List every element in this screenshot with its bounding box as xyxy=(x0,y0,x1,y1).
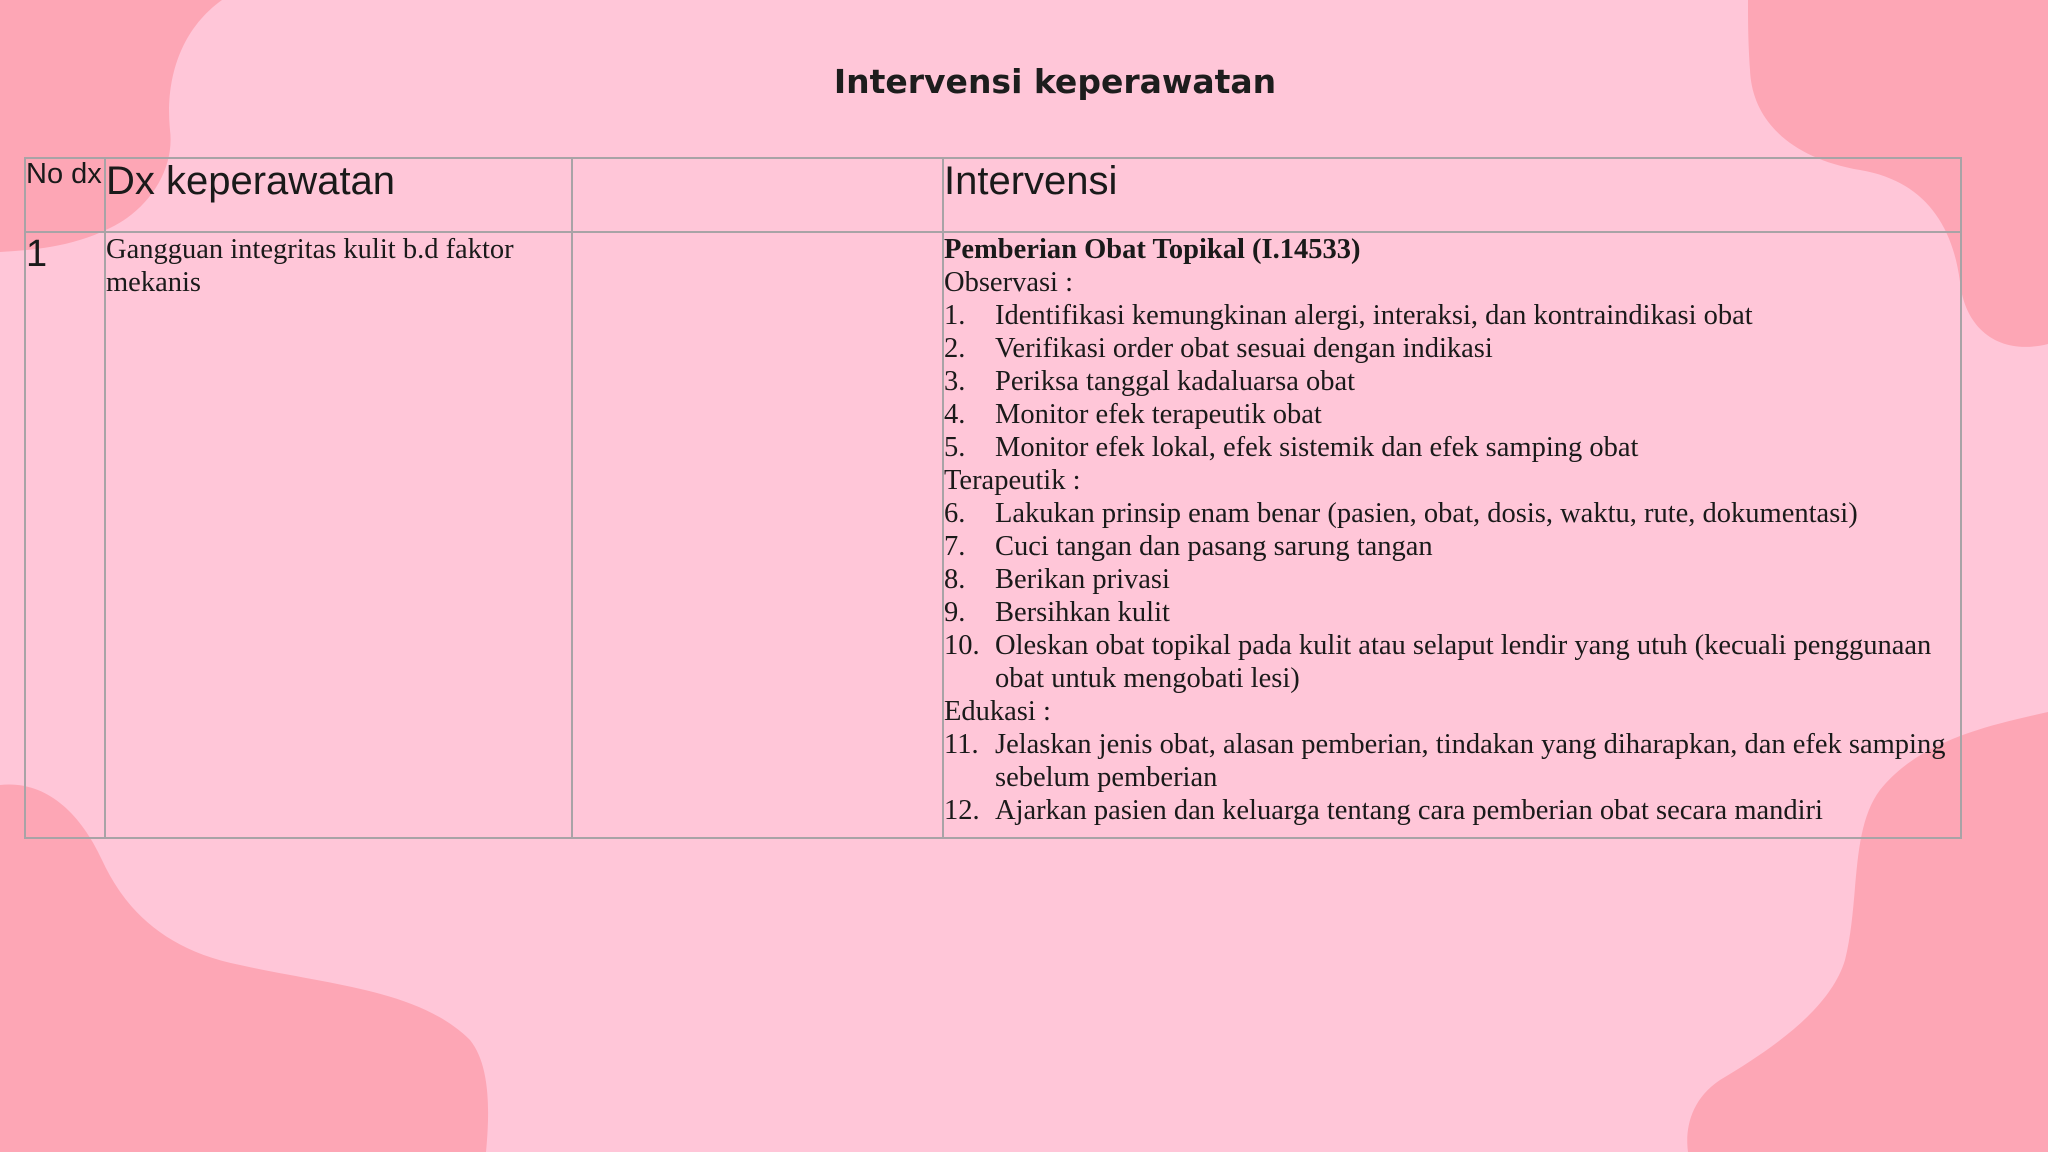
header-empty xyxy=(572,158,943,232)
list-item xyxy=(944,398,1960,431)
item-number: 9. xyxy=(944,597,966,628)
item-number: 7. xyxy=(944,531,966,562)
item-number: 6. xyxy=(944,498,966,529)
item-text: Ajarkan pasien dan keluarga tentang cara pemberian obat secara mandiri xyxy=(995,795,1823,826)
intervention-heading: Pemberian Obat Topikal (I.14533) xyxy=(944,234,1361,265)
item-number: 4. xyxy=(944,399,966,430)
item-number: 10. xyxy=(944,630,980,661)
list-item xyxy=(944,332,1960,365)
header-intervensi: Intervensi xyxy=(943,158,1961,232)
item-text: Bersihkan kulit xyxy=(995,597,1170,628)
list-item xyxy=(944,596,1960,629)
item-text: Lakukan prinsip enam benar (pasien, obat, dosis, waktu, rute, dokumentasi) xyxy=(995,498,1858,529)
item-text: Jelaskan jenis obat, alasan pemberian, tindakan yang diharapkan, dan efek samping sebelum pemberian xyxy=(995,729,1946,793)
item-number: 12. xyxy=(944,795,980,826)
list-item xyxy=(944,497,1960,530)
page-title: Intervensi keperawatan xyxy=(833,62,1277,101)
item-text: Verifikasi order obat sesuai dengan indikasi xyxy=(995,333,1493,364)
item-text: Oleskan obat topikal pada kulit atau selaput lendir yang utuh (kecuali penggunaan obat untuk mengobati lesi) xyxy=(995,630,1932,694)
row-no: 1 xyxy=(25,232,105,838)
item-number: 5. xyxy=(944,432,966,463)
row-empty-cell xyxy=(572,232,943,838)
list-item xyxy=(944,431,1960,464)
list-item xyxy=(944,563,1960,596)
item-text: Cuci tangan dan pasang sarung tangan xyxy=(995,531,1433,562)
table-row xyxy=(25,232,1961,838)
item-text: Monitor efek lokal, efek sistemik dan efek samping obat xyxy=(995,432,1639,463)
row-intervensi xyxy=(943,232,1961,838)
blob-bottom-left xyxy=(0,784,488,1152)
item-number: 8. xyxy=(944,564,966,595)
item-number: 3. xyxy=(944,366,966,397)
header-dx-keperawatan: Dx keperawatan xyxy=(105,158,572,232)
item-text: Berikan privasi xyxy=(995,564,1170,595)
section-label-observasi: Observasi : xyxy=(944,267,1074,298)
list-item xyxy=(944,794,1960,827)
list-item xyxy=(944,530,1960,563)
table-header-row xyxy=(25,158,1961,232)
item-number: 11. xyxy=(944,729,979,760)
list-item xyxy=(944,728,1960,794)
list-item xyxy=(944,365,1960,398)
intervention-table xyxy=(24,157,1962,839)
section-label-terapeutik: Terapeutik : xyxy=(944,465,1081,496)
header-no-dx: No dx xyxy=(25,158,105,232)
item-text: Periksa tanggal kadaluarsa obat xyxy=(995,366,1356,397)
row-dx: Gangguan integritas kulit b.d faktor mekanis xyxy=(105,232,572,838)
list-item xyxy=(944,299,1960,332)
item-text: Identifikasi kemungkinan alergi, interaksi, dan kontraindikasi obat xyxy=(995,300,1753,331)
item-number: 2. xyxy=(944,333,966,364)
item-number: 1. xyxy=(944,300,966,331)
section-label-edukasi: Edukasi : xyxy=(944,696,1051,727)
list-item xyxy=(944,629,1960,695)
item-text: Monitor efek terapeutik obat xyxy=(995,399,1322,430)
